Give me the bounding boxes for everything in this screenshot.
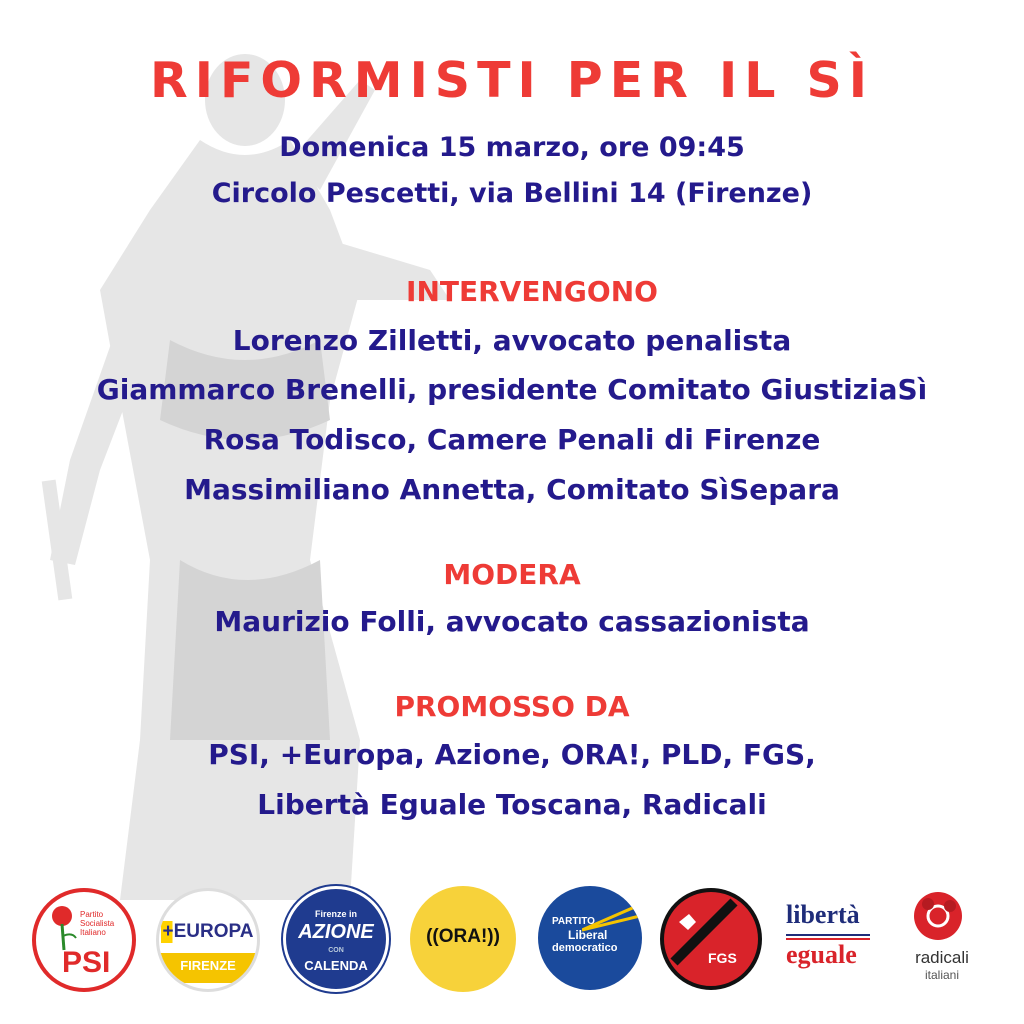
speaker-item: Lorenzo Zilletti, avvocato penalista <box>232 324 792 357</box>
moderator-heading: MODERA <box>443 558 581 591</box>
fgs-emblem-icon <box>664 892 758 986</box>
promoters-line-2: Libertà Eguale Toscana, Radicali <box>257 788 767 821</box>
page-title: RIFORMISTI PER IL SÌ <box>149 52 875 109</box>
azione-logo-con: CON <box>328 947 344 954</box>
speaker-item: Massimiliano Annetta, Comitato SìSepara <box>184 473 840 506</box>
event-location: Circolo Pescetti, via Bellini 14 (Firenze) <box>211 178 813 209</box>
promoters-heading: PROMOSSO DA <box>394 690 630 723</box>
logo-strip <box>0 878 1024 998</box>
europa-logo <box>156 888 260 992</box>
fgs-logo-text: FGS <box>708 950 737 966</box>
radicali-logo <box>890 888 994 992</box>
azione-logo-text: AZIONE <box>298 921 374 943</box>
liberta-eguale-logo <box>780 900 876 980</box>
speaker-item: Giammarco Brenelli, presidente Comitato GiustiziaSì <box>96 373 928 406</box>
event-date: Domenica 15 marzo, ore 09:45 <box>279 132 745 163</box>
europa-logo-city: FIRENZE <box>180 958 236 973</box>
psi-logo-small-text: Partito Socialista Italiano <box>80 910 115 937</box>
speaker-item: Rosa Todisco, Camere Penali di Firenze <box>203 423 821 456</box>
moderator-name: Maurizio Folli, avvocato cassazionista <box>214 605 810 638</box>
ora-logo-text: ((ORA!)) <box>426 926 500 947</box>
promoters-line-1: PSI, +Europa, Azione, ORA!, PLD, FGS, <box>208 738 816 771</box>
speakers-heading: INTERVENGONO <box>406 275 658 308</box>
azione-logo-top: Firenze in <box>314 909 357 919</box>
radicali-logo-line-1: radicali <box>915 948 969 967</box>
azione-logo <box>283 886 389 992</box>
pld-logo <box>538 886 642 990</box>
europa-logo-text: +EUROPA <box>162 921 254 942</box>
pld-logo-line-2: Liberal <box>568 928 608 942</box>
liberta-eguale-line-1: libertà <box>786 900 860 929</box>
pld-logo-line-3: democratico <box>552 942 618 954</box>
pld-logo-line-1: PARTITO <box>552 916 595 927</box>
liberta-eguale-line-2: eguale <box>786 940 857 969</box>
fgs-logo <box>660 888 762 990</box>
ora-logo <box>410 886 516 992</box>
radicali-logo-line-2: italiani <box>924 968 960 982</box>
azione-logo-sub: CALENDA <box>304 958 368 973</box>
psi-logo-text: PSI <box>62 946 111 979</box>
rose-icon <box>910 888 966 944</box>
psi-logo <box>32 888 136 992</box>
carnation-icon <box>44 902 84 952</box>
